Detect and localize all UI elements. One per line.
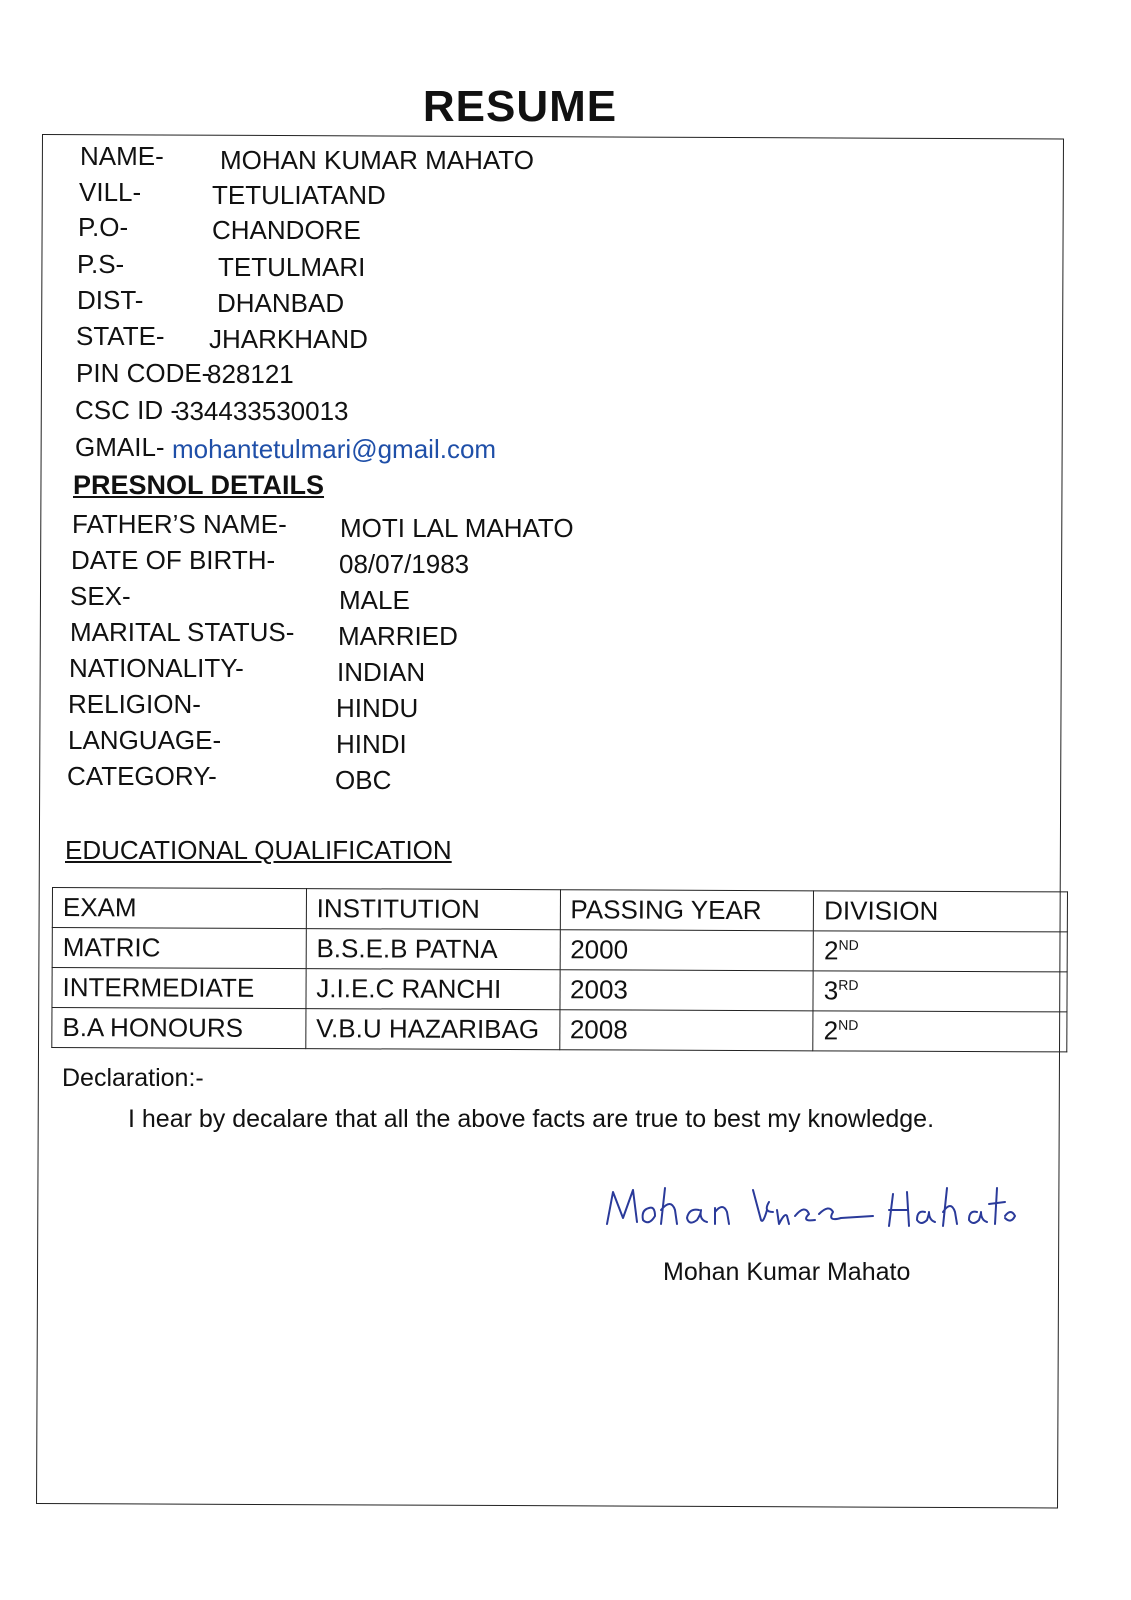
po-value: CHANDORE: [212, 215, 361, 245]
pincode-value: 828121: [207, 359, 294, 389]
father-name-label: FATHER’S NAME-: [72, 509, 287, 539]
handwritten-signature: [603, 1180, 1043, 1240]
cell-division: [813, 931, 1067, 972]
gmail-value: mohantetulmari@gmail.com: [172, 434, 497, 464]
category-label: CATEGORY-: [67, 761, 217, 791]
cell-year: 2000: [560, 930, 814, 971]
cell-exam: MATRIC: [52, 928, 306, 969]
division-suffix: ND: [838, 936, 859, 953]
nationality-label: NATIONALITY-: [69, 653, 244, 683]
document-frame: [36, 134, 1064, 1508]
cell-exam: INTERMEDIATE: [52, 968, 306, 1009]
education-heading: EDUCATIONAL QUALIFICATION: [65, 835, 452, 865]
personal-details-heading: PRESNOL DETAILS: [73, 470, 325, 500]
header-institution: INSTITUTION: [306, 889, 560, 930]
education-table: [51, 887, 1068, 1052]
division-suffix: RD: [838, 976, 859, 993]
ps-label: P.S-: [77, 249, 125, 279]
language-value: HINDI: [336, 729, 407, 759]
name-label: NAME-: [80, 141, 164, 171]
pincode-label: PIN CODE-: [76, 358, 211, 388]
division-number: 2: [823, 935, 839, 966]
religion-label: RELIGION-: [68, 689, 201, 719]
cell-division: [813, 971, 1067, 1012]
header-division: DIVISION: [814, 891, 1068, 932]
state-label: STATE-: [76, 321, 165, 351]
state-value: JHARKHAND: [209, 324, 368, 354]
dob-value: 08/07/1983: [339, 549, 470, 579]
nationality-value: INDIAN: [337, 657, 426, 687]
division-number: 3: [823, 975, 839, 1006]
dist-value: DHANBAD: [217, 288, 345, 318]
table-row: [52, 1008, 1067, 1052]
table-row: [52, 968, 1067, 1012]
cscid-label: CSC ID -: [75, 395, 179, 425]
category-value: OBC: [335, 765, 392, 795]
name-value: MOHAN KUMAR MAHATO: [220, 145, 534, 175]
resume-title: RESUME: [422, 82, 618, 131]
marital-status-label: MARITAL STATUS-: [70, 617, 295, 647]
cell-institution: V.B.U HAZARIBAG: [306, 1009, 560, 1050]
ps-value: TETULMARI: [218, 252, 366, 282]
cell-year: 2003: [559, 970, 813, 1011]
father-name-value: MOTI LAL MAHATO: [340, 513, 574, 543]
sex-label: SEX-: [70, 581, 131, 611]
declaration-text: I hear by decalare that all the above facts are true to best my knowledge.: [128, 1105, 935, 1133]
dob-label: DATE OF BIRTH-: [71, 545, 276, 575]
cscid-value: 334433530013: [175, 396, 349, 426]
table-header-row: [52, 888, 1067, 932]
cell-division: [813, 1011, 1067, 1052]
cell-exam: B.A HONOURS: [52, 1008, 306, 1049]
vill-label: VILL-: [79, 177, 142, 207]
sex-value: MALE: [339, 585, 410, 615]
declaration-label: Declaration:-: [62, 1064, 204, 1092]
language-label: LANGUAGE-: [68, 725, 222, 755]
cell-institution: J.I.E.C RANCHI: [306, 969, 560, 1010]
signature-name: Mohan Kumar Mahato: [663, 1258, 911, 1286]
vill-value: TETULIATAND: [212, 180, 386, 210]
cell-institution: B.S.E.B PATNA: [306, 929, 560, 970]
religion-value: HINDU: [336, 693, 419, 723]
division-number: 2: [823, 1015, 839, 1046]
header-passing-year: PASSING YEAR: [560, 890, 814, 931]
marital-status-value: MARRIED: [338, 621, 458, 651]
table-row: [52, 928, 1067, 972]
gmail-label: GMAIL-: [75, 432, 165, 462]
po-label: P.O-: [78, 212, 129, 242]
dist-label: DIST-: [77, 285, 144, 315]
header-exam: EXAM: [52, 888, 306, 929]
cell-year: 2008: [559, 1010, 813, 1051]
division-suffix: ND: [838, 1016, 859, 1033]
